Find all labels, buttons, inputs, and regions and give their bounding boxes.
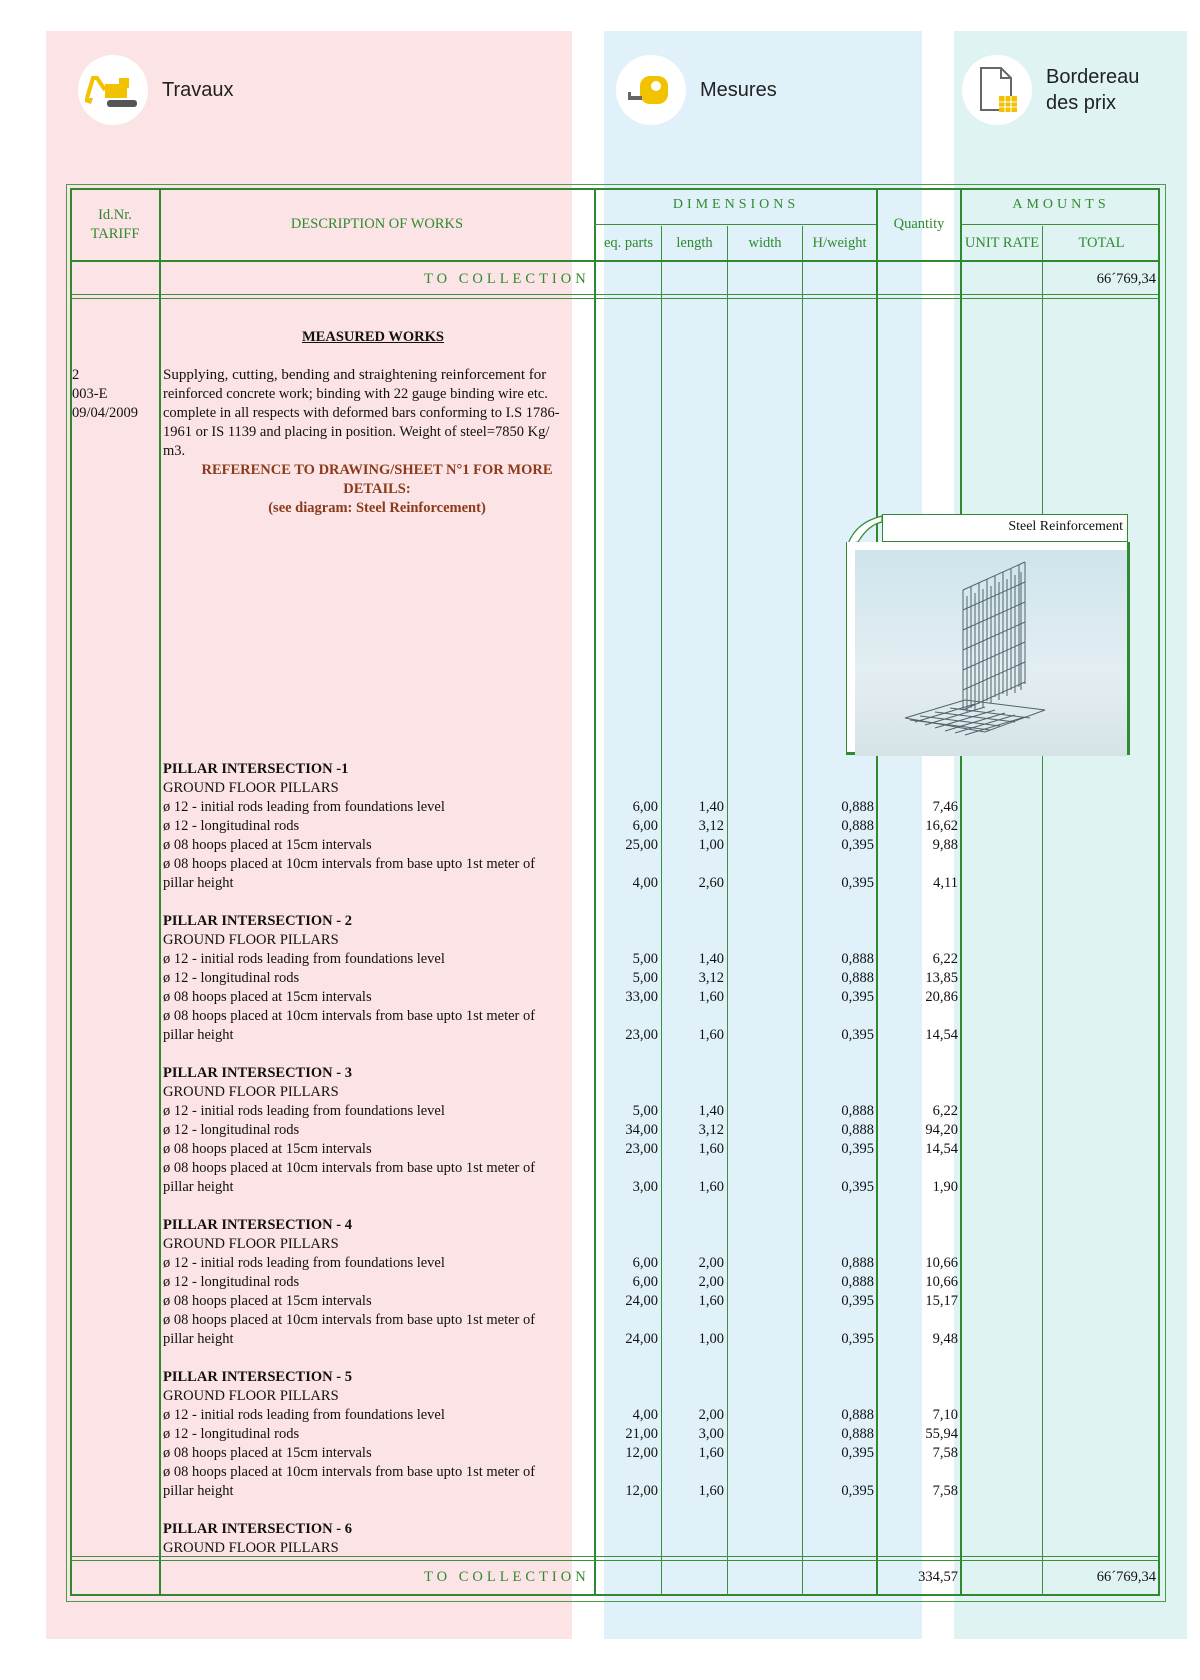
row-length: 3,00	[698, 1426, 724, 1442]
row-description: ø 08 hoops placed at 10cm intervals from base upto 1st meter of	[163, 1464, 536, 1480]
pillar-title: PILLAR INTERSECTION - 5	[163, 1369, 352, 1385]
row-h-weight: 0,888	[841, 1426, 874, 1442]
row-quantity: 1,90	[932, 1179, 958, 1195]
rebar-cage-photo	[855, 550, 1127, 756]
row-h-weight: 0,888	[841, 1255, 874, 1271]
pillar-title: PILLAR INTERSECTION - 2	[163, 913, 352, 929]
row-h-weight: 0,888	[841, 951, 874, 967]
col-line-unit	[1042, 226, 1043, 1596]
pillar-title: PILLAR INTERSECTION - 3	[163, 1065, 352, 1081]
row-length: 1,60	[698, 1293, 724, 1309]
row-quantity: 94,20	[925, 1122, 958, 1138]
row-h-weight: 0,395	[841, 1179, 874, 1195]
item-desc-line-4: 1961 or IS 1139 and placing in position. Weight of steel=7850 Kg/	[163, 424, 550, 440]
price-document-icon	[962, 55, 1032, 125]
pillar-title: PILLAR INTERSECTION - 4	[163, 1217, 352, 1233]
travaux-header	[78, 55, 234, 125]
item-code: 003-E	[72, 386, 108, 402]
unit-rate-header: UNIT RATE	[964, 235, 1040, 251]
row-eq-parts: 4,00	[632, 875, 658, 891]
quantity-header: Quantity	[893, 216, 945, 232]
row-quantity: 13,85	[925, 970, 958, 986]
row-description-cont: pillar height	[163, 1483, 234, 1499]
figure-frame	[846, 542, 1130, 755]
row-eq-parts: 6,00	[632, 1255, 658, 1271]
row-h-weight: 0,888	[841, 1122, 874, 1138]
row-h-weight: 0,395	[841, 1027, 874, 1043]
bottom-collection-quantity: 334,57	[918, 1569, 958, 1585]
row-eq-parts: 3,00	[632, 1179, 658, 1195]
col-line-length	[727, 226, 728, 1596]
row-description: ø 12 - initial rods leading from foundations level	[163, 951, 445, 967]
row-eq-parts: 25,00	[625, 837, 658, 853]
pillar-subtitle: GROUND FLOOR PILLARS	[163, 1236, 339, 1252]
row-length: 1,40	[698, 951, 724, 967]
row-length: 1,60	[698, 1483, 724, 1499]
h-weight-header: H/weight	[812, 235, 867, 251]
row-length: 3,12	[698, 818, 724, 834]
row-description: ø 12 - longitudinal rods	[163, 1274, 300, 1290]
row-quantity: 9,48	[932, 1331, 958, 1347]
pillar-subtitle: GROUND FLOOR PILLARS	[163, 1540, 339, 1556]
travaux-label: Travaux	[162, 79, 234, 101]
item-id: 2	[72, 367, 80, 383]
eq-parts-header: eq. parts	[603, 235, 654, 251]
row-length: 2,00	[698, 1407, 724, 1423]
row-eq-parts: 6,00	[632, 1274, 658, 1290]
bordereau-label	[1046, 64, 1139, 116]
row-description: ø 12 - initial rods leading from foundations level	[163, 1407, 445, 1423]
row-length: 1,60	[698, 1027, 724, 1043]
pillar-title: PILLAR INTERSECTION - 6	[163, 1521, 352, 1537]
row-h-weight: 0,888	[841, 1274, 874, 1290]
col-line-id	[159, 188, 161, 1596]
total-header: TOTAL	[1078, 235, 1125, 251]
amounts-sub-line	[960, 224, 1160, 225]
item-date: 09/04/2009	[72, 405, 139, 421]
top-collection-line1	[70, 294, 1160, 295]
row-description: ø 08 hoops placed at 10cm intervals from base upto 1st meter of	[163, 1008, 536, 1024]
bordereau-header	[962, 55, 1139, 125]
bottom-collection-total: 66´769,34	[1096, 1569, 1156, 1585]
col-line-qty	[960, 188, 962, 1596]
section-title: MEASURED WORKS	[302, 329, 444, 345]
id-header: Id.Nr.	[98, 207, 132, 223]
row-description: ø 08 hoops placed at 10cm intervals from base upto 1st meter of	[163, 856, 536, 872]
item-desc-line-2: reinforced concrete work; binding with 22 gauge binding wire etc.	[163, 386, 548, 402]
pillar-subtitle: GROUND FLOOR PILLARS	[163, 780, 339, 796]
row-eq-parts: 6,00	[632, 818, 658, 834]
row-length: 2,00	[698, 1274, 724, 1290]
row-quantity: 7,46	[932, 799, 958, 815]
item-desc-line-3: complete in all respects with deformed bars conforming to I.S 1786-	[163, 405, 560, 421]
row-length: 1,40	[698, 799, 724, 815]
bottom-collection-label: TO COLLECTION	[424, 1569, 590, 1585]
length-header: length	[676, 235, 713, 251]
mesures-label: Mesures	[700, 79, 777, 101]
row-description: ø 12 - initial rods leading from foundations level	[163, 1255, 445, 1271]
bordereau-label-line1: Bordereau	[1046, 66, 1140, 88]
row-description: ø 08 hoops placed at 15cm intervals	[163, 1141, 372, 1157]
row-description-cont: pillar height	[163, 1027, 234, 1043]
row-h-weight: 0,888	[841, 818, 874, 834]
row-h-weight: 0,888	[841, 799, 874, 815]
row-length: 1,40	[698, 1103, 724, 1119]
row-length: 1,60	[698, 1445, 724, 1461]
id-tariff-header	[72, 206, 158, 244]
pillar-subtitle: GROUND FLOOR PILLARS	[163, 1388, 339, 1404]
row-description: ø 08 hoops placed at 15cm intervals	[163, 1445, 372, 1461]
row-eq-parts: 21,00	[625, 1426, 658, 1442]
row-eq-parts: 23,00	[625, 1141, 658, 1157]
row-h-weight: 0,395	[841, 1483, 874, 1499]
row-length: 1,60	[698, 1141, 724, 1157]
bottom-collection-line2	[70, 1560, 1160, 1561]
row-h-weight: 0,395	[841, 1331, 874, 1347]
row-quantity: 15,17	[925, 1293, 958, 1309]
row-description: ø 08 hoops placed at 15cm intervals	[163, 837, 372, 853]
row-quantity: 16,62	[925, 818, 958, 834]
row-h-weight: 0,395	[841, 1293, 874, 1309]
row-quantity: 4,11	[933, 875, 958, 891]
top-collection-line2	[70, 298, 1160, 299]
row-eq-parts: 4,00	[632, 1407, 658, 1423]
drawing-reference-line2: DETAILS:	[343, 481, 411, 497]
description-header: DESCRIPTION OF WORKS	[290, 216, 464, 232]
steel-reinforcement-figure	[846, 514, 1132, 754]
drawing-reference	[161, 461, 593, 518]
item-desc-line-1: Supplying, cutting, bending and straightening reinforcement for	[163, 367, 547, 383]
row-h-weight: 0,395	[841, 1445, 874, 1461]
row-h-weight: 0,395	[841, 1141, 874, 1157]
row-length: 1,60	[698, 989, 724, 1005]
row-quantity: 7,58	[932, 1483, 958, 1499]
bordereau-label-line2: des prix	[1046, 92, 1117, 114]
drawing-reference-line3: (see diagram: Steel Reinforcement)	[268, 500, 486, 516]
mesures-header	[616, 55, 777, 125]
row-quantity: 6,22	[932, 1103, 958, 1119]
row-quantity: 7,10	[932, 1407, 958, 1423]
amounts-header: AMOUNTS	[1012, 197, 1110, 212]
row-eq-parts: 33,00	[625, 989, 658, 1005]
tape-measure-icon	[616, 55, 686, 125]
row-quantity: 55,94	[925, 1426, 958, 1442]
row-quantity: 10,66	[925, 1255, 958, 1271]
row-eq-parts: 12,00	[625, 1445, 658, 1461]
row-eq-parts: 5,00	[632, 951, 658, 967]
row-length: 1,00	[698, 837, 724, 853]
row-length: 1,60	[698, 1179, 724, 1195]
row-eq-parts: 34,00	[625, 1122, 658, 1138]
row-description: ø 08 hoops placed at 10cm intervals from base upto 1st meter of	[163, 1160, 536, 1176]
row-h-weight: 0,395	[841, 875, 874, 891]
col-line-width	[802, 226, 803, 1596]
tariff-header: TARIFF	[90, 226, 140, 242]
row-eq-parts: 12,00	[625, 1483, 658, 1499]
row-description-cont: pillar height	[163, 1331, 234, 1347]
figure-caption-tab	[882, 514, 1128, 542]
dim-sub-line	[594, 224, 876, 225]
row-description: ø 12 - longitudinal rods	[163, 1426, 300, 1442]
row-description: ø 08 hoops placed at 10cm intervals from base upto 1st meter of	[163, 1312, 536, 1328]
item-desc-line-5: m3.	[163, 443, 186, 459]
top-collection-total: 66´769,34	[1096, 271, 1156, 287]
row-quantity: 7,58	[932, 1445, 958, 1461]
row-h-weight: 0,888	[841, 970, 874, 986]
row-description: ø 12 - longitudinal rods	[163, 970, 300, 986]
row-description: ø 08 hoops placed at 15cm intervals	[163, 1293, 372, 1309]
dimensions-header: DIMENSIONS	[672, 197, 800, 212]
width-header: width	[748, 235, 782, 251]
row-quantity: 20,86	[925, 989, 958, 1005]
row-h-weight: 0,395	[841, 989, 874, 1005]
row-h-weight: 0,395	[841, 837, 874, 853]
row-quantity: 14,54	[925, 1141, 958, 1157]
row-eq-parts: 5,00	[632, 1103, 658, 1119]
pillar-subtitle: GROUND FLOOR PILLARS	[163, 932, 339, 948]
row-length: 3,12	[698, 1122, 724, 1138]
header-bottom-line	[70, 260, 1160, 262]
row-description: ø 08 hoops placed at 15cm intervals	[163, 989, 372, 1005]
pillar-subtitle: GROUND FLOOR PILLARS	[163, 1084, 339, 1100]
row-eq-parts: 6,00	[632, 799, 658, 815]
pillar-title: PILLAR INTERSECTION -1	[163, 761, 349, 777]
row-eq-parts: 5,00	[632, 970, 658, 986]
row-length: 2,00	[698, 1255, 724, 1271]
row-length: 2,60	[698, 875, 724, 891]
row-h-weight: 0,888	[841, 1103, 874, 1119]
excavator-icon	[78, 55, 148, 125]
row-description: ø 12 - initial rods leading from foundations level	[163, 799, 445, 815]
row-eq-parts: 24,00	[625, 1293, 658, 1309]
row-description: ø 12 - initial rods leading from foundations level	[163, 1103, 445, 1119]
row-description: ø 12 - longitudinal rods	[163, 1122, 300, 1138]
row-description-cont: pillar height	[163, 875, 234, 891]
row-length: 3,12	[698, 970, 724, 986]
row-length: 1,00	[698, 1331, 724, 1347]
row-quantity: 9,88	[932, 837, 958, 853]
row-h-weight: 0,888	[841, 1407, 874, 1423]
col-line-eq	[661, 226, 662, 1596]
row-quantity: 6,22	[932, 951, 958, 967]
row-quantity: 14,54	[925, 1027, 958, 1043]
top-collection-label: TO COLLECTION	[424, 271, 590, 287]
row-description: ø 12 - longitudinal rods	[163, 818, 300, 834]
figure-caption: Steel Reinforcement	[1008, 519, 1123, 534]
row-quantity: 10,66	[925, 1274, 958, 1290]
row-eq-parts: 24,00	[625, 1331, 658, 1347]
drawing-reference-line1: REFERENCE TO DRAWING/SHEET N°1 FOR MORE	[201, 462, 553, 478]
row-description-cont: pillar height	[163, 1179, 234, 1195]
row-eq-parts: 23,00	[625, 1027, 658, 1043]
